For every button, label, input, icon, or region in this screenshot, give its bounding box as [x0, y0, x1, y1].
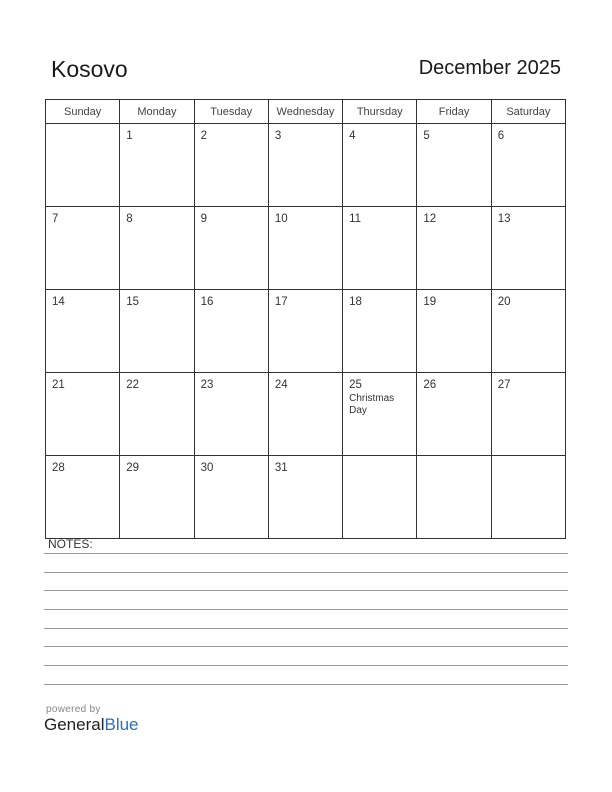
day-number: 2 [200, 130, 207, 142]
notes-line [44, 609, 568, 610]
day-number: 16 [200, 296, 214, 308]
day-cell [46, 456, 120, 539]
day-number: 5 [423, 130, 430, 142]
day-cell [491, 373, 565, 456]
day-cell [194, 207, 268, 290]
day-cell [417, 207, 491, 290]
day-cell [268, 290, 342, 373]
day-number: 27 [497, 379, 511, 391]
holiday-label: Christmas Day [349, 393, 395, 416]
weekday-header: Tuesday [194, 100, 268, 124]
month-year-title: December 2025 [418, 57, 561, 79]
day-number: 8 [126, 213, 133, 225]
week-row [46, 124, 566, 207]
day-cell [46, 290, 120, 373]
weekday-header: Sunday [46, 100, 120, 124]
brand-logo [44, 704, 139, 735]
brand-name [44, 715, 139, 735]
week-row [46, 290, 566, 373]
day-cell [120, 290, 194, 373]
day-number: 18 [349, 296, 362, 308]
day-number: 25 [349, 379, 362, 391]
day-number: 4 [349, 130, 356, 142]
day-number: 12 [423, 213, 437, 225]
day-number: 20 [497, 296, 511, 308]
calendar-grid [45, 99, 566, 539]
notes-line [44, 628, 568, 629]
notes-line [44, 684, 568, 685]
day-cell [194, 290, 268, 373]
day-cell [120, 207, 194, 290]
day-cell [491, 290, 565, 373]
powered-by-label: powered by [46, 704, 101, 715]
day-cell [120, 456, 194, 539]
weekday-header: Saturday [491, 100, 565, 124]
day-cell [417, 290, 491, 373]
day-number: 10 [274, 213, 288, 225]
country-title: Kosovo [51, 56, 128, 82]
day-cell [120, 124, 194, 207]
week-row [46, 373, 566, 456]
day-number: 14 [52, 296, 65, 308]
week-row [46, 456, 566, 539]
day-cell [491, 456, 565, 539]
day-cell [120, 373, 194, 456]
day-cell [417, 373, 491, 456]
day-cell [46, 207, 120, 290]
weekday-header: Thursday [343, 100, 417, 124]
brand-name-blue: Blue [104, 715, 139, 734]
day-number: 28 [52, 462, 65, 474]
day-number: 9 [200, 213, 207, 225]
day-cell [417, 456, 491, 539]
notes-line [44, 646, 568, 647]
day-cell [268, 456, 342, 539]
weekday-header: Friday [417, 100, 491, 124]
week-row [46, 207, 566, 290]
day-cell [268, 124, 342, 207]
notes-line [44, 590, 568, 591]
day-cell-holiday [343, 373, 417, 456]
day-cell [491, 124, 565, 207]
notes-line [44, 553, 568, 554]
day-number: 6 [497, 130, 505, 142]
day-number: 26 [423, 379, 437, 391]
day-cell [194, 373, 268, 456]
day-number: 24 [274, 379, 288, 391]
day-cell [343, 207, 417, 290]
day-number: 7 [52, 213, 59, 225]
day-cell [46, 373, 120, 456]
day-cell [194, 124, 268, 207]
day-cell [343, 124, 417, 207]
day-number: 29 [126, 462, 140, 474]
day-number: 15 [126, 296, 140, 308]
day-number: 13 [497, 213, 511, 225]
day-cell [343, 290, 417, 373]
day-cell [417, 124, 491, 207]
brand-name-general: General [44, 715, 105, 734]
day-cell [343, 456, 417, 539]
day-number: 21 [52, 379, 65, 391]
weekday-header: Wednesday [268, 100, 342, 124]
notes-line [44, 572, 568, 573]
day-cell [268, 373, 342, 456]
day-cell [194, 456, 268, 539]
day-number: 22 [126, 379, 140, 391]
weekday-header: Monday [120, 100, 194, 124]
day-number: 23 [200, 379, 214, 391]
day-number: 19 [423, 296, 437, 308]
day-cell [268, 207, 342, 290]
day-number: 3 [274, 130, 282, 142]
notes-label: NOTES: [48, 537, 93, 551]
day-cell [46, 124, 120, 207]
day-number: 11 [349, 213, 362, 225]
day-number: 31 [274, 462, 288, 474]
day-cell [491, 207, 565, 290]
day-number: 1 [126, 130, 133, 142]
day-number: 17 [274, 296, 288, 308]
notes-line [44, 665, 568, 666]
day-number: 30 [200, 462, 214, 474]
weekday-header-row [46, 100, 566, 124]
